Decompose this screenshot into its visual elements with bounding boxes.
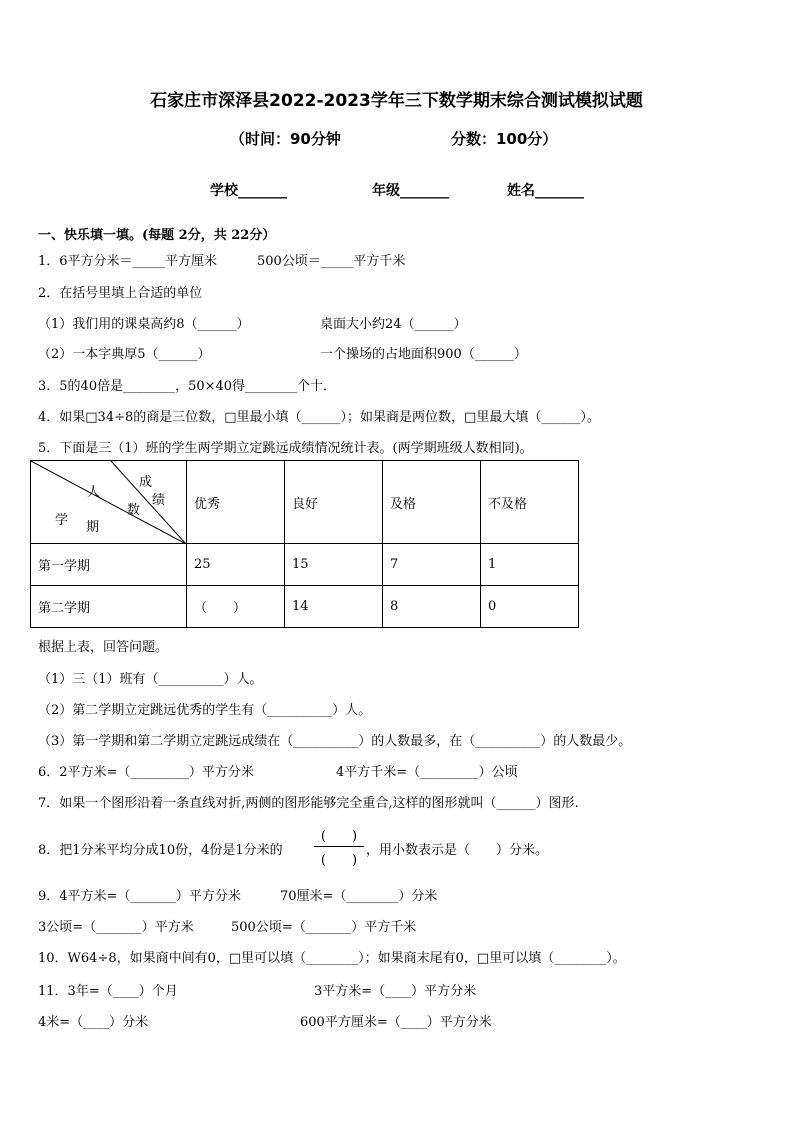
row-label: 第一学期 [31,544,187,586]
q11-part-d: 600平方厘米=（____）平方分米 [300,1015,492,1030]
q9-part-a: 9．4平方米=（_______）平方分米 [38,889,241,904]
school-field[interactable]: 学校_______ [210,183,287,199]
q1-part-a: 1．6平方分米＝_____平方厘米 [38,254,218,269]
diagonal-header-cell [31,461,187,544]
q3-text: 3．5的40倍是________，50×40得________个十． [38,379,337,394]
q11-part-c: 4米=（____）分米 [38,1015,149,1030]
q10-text: 10．W64÷8，如果商中间有0，□里可以填（________）；如果商末尾有0，□里可以填（________）。 [38,951,626,966]
q5-s3: （3）第一学期和第二学期立定跳远成绩在（__________）的人数最多，在（__________）的人数最少。 [38,734,632,749]
table-cell: 0 [481,586,579,628]
table-cell-blank[interactable]: （ ） [187,586,285,628]
q1-part-b: 500公顷＝_____平方千米 [257,254,406,269]
q8-part-b: ，用小数表示是（ ）分米。 [366,843,549,858]
grade-field[interactable]: 年级_______ [372,183,449,199]
table-cell: 14 [285,586,383,628]
q11-part-a: 11．3年=（____）个月 [38,984,178,999]
fraction-numerator[interactable]: ( ) [320,829,358,844]
q6-part-b: 4平方千米=（_________）公顷 [336,765,518,780]
column-header: 良好 [285,461,383,544]
corner-char: 绩 [152,493,166,508]
q2-stem: 2．在括号里填上合适的单位 [38,286,203,301]
table-row [31,544,579,586]
q5-s2: （2）第二学期立定跳远优秀的学生有（__________）人。 [38,703,372,718]
name-field[interactable]: 姓名_______ [507,183,584,199]
table-cell: 8 [383,586,481,628]
q11-part-b: 3平方米=（____）平方分米 [314,984,477,999]
fraction [314,825,364,868]
table-cell: 25 [187,544,285,586]
table-cell: 15 [285,544,383,586]
exam-score: 分数：100分） [451,130,558,148]
q5-stem: 5．下面是三（1）班的学生两学期立定跳远成绩情况统计表。(两学期班级人数相同)。 [38,441,533,456]
q2-p4: 一个操场的占地面积900（______） [320,347,527,362]
page-title: 石家庄市深泽县2022-2023学年三下数学期末综合测试模拟试题 [150,91,643,111]
q2-p1: （1）我们用的课桌高约8（______） [38,317,250,332]
table-cell: 1 [481,544,579,586]
q9-part-c: 3公顷=（_______）平方米 [38,920,194,935]
q2-p3: （2）一本字典厚5（______） [38,347,211,362]
q9-part-d: 500公顷=（_______）平方千米 [231,920,417,935]
q7-text: 7．如果一个图形沿着一条直线对折,两侧的图形能够完全重合,这样的图形就叫（______）图形. [38,796,579,811]
corner-char: 成 [139,475,153,490]
row-label: 第二学期 [31,586,187,628]
q5-s1: （1）三（1）班有（__________）人。 [38,672,263,687]
table-header-row [31,461,579,544]
exam-time: （时间：90分钟 [230,130,341,148]
table-cell: 7 [383,544,481,586]
fraction-denominator[interactable]: ( ) [320,853,358,868]
column-header: 及格 [383,461,481,544]
q8-part-a: 8．把1分米平均分成10份，4份是1分米的 [38,843,283,858]
table-row [31,586,579,628]
column-header: 不及格 [481,461,579,544]
corner-char: 期 [86,520,100,535]
q5-after: 根据上表，回答问题。 [38,640,169,655]
section-heading: 一、快乐填一填。(每题 2分，共 22分） [38,228,276,243]
corner-char: 人 [87,485,101,500]
corner-char: 数 [127,503,141,518]
corner-char: 学 [55,513,69,528]
score-table [30,460,579,628]
q4-text: 4．如果□34÷8的商是三位数，□里最小填（______）；如果商是两位数，□里最大填（______）。 [38,410,600,425]
q9-part-b: 70厘米=（________）分米 [280,889,438,904]
fraction-bar [314,846,364,847]
column-header: 优秀 [187,461,285,544]
q2-p2: 桌面大小约24（______） [320,317,467,332]
q6-part-a: 6．2平方米=（_________）平方分米 [38,765,254,780]
